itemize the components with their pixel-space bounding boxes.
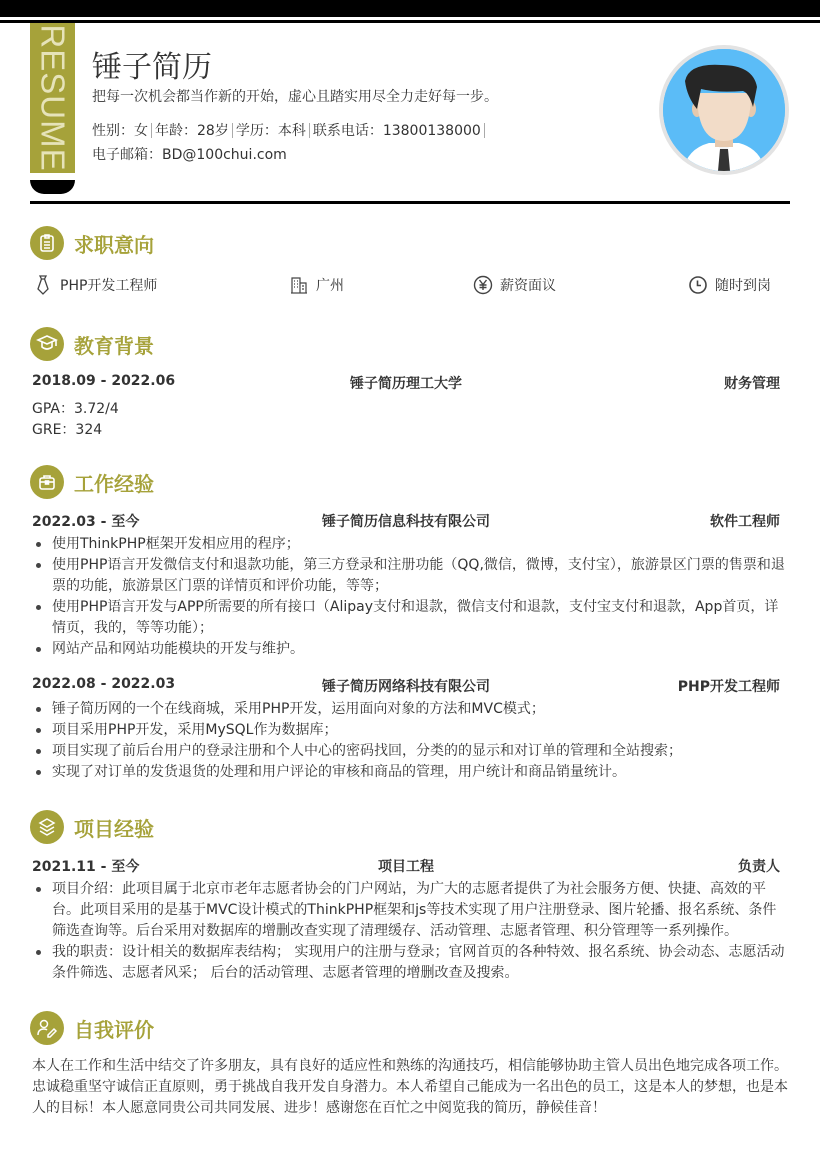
resume-motto: 把每一次机会都当作新的开始，虚心且踏实用尽全力走好每一步。 [92, 89, 498, 105]
section-title: 自我评价 [74, 1017, 154, 1042]
list-item: 实现了对订单的发货退货的处理和用户评论的审核和商品的管理，用户统计和商品销量统计。 [32, 762, 790, 783]
info-education: 学历：本科 [235, 123, 306, 139]
list-item: 项目介绍：此项目属于北京市老年志愿者协会的门户网站，为广大的志愿者提供了为社会服务方便、快捷、高效的平台。此项目采用的是基于MVC设计模式的ThinkPHP框架和js等技术实现了用户注册登录、图片轮播、报名系统、条件筛选查询等。后台采用对数据库的增删改查实现了清理缓存、活动管理、志愿者管理、积分管理等一系列操作。 [32, 879, 790, 942]
graduation-cap-icon [30, 327, 64, 361]
layers-icon [30, 810, 64, 844]
education-period: 2018.09 - 2022.06 [32, 373, 176, 389]
intent-position-text: PHP开发工程师 [60, 278, 158, 294]
project-role: 负责人 [738, 859, 780, 875]
list-item: 使用PHP语言开发微信支付和退款功能，第三方登录和注册功能（QQ,微信，微博，支付宝），旅游景区门票的售票和退票的功能，旅游景区门票的详情页和评价功能，等等； [32, 555, 790, 597]
info-separator [484, 123, 485, 138]
list-item: 项目采用PHP开发，采用MySQL作为数据库； [32, 720, 790, 741]
personal-info-row [92, 120, 488, 140]
section-header-intent [30, 226, 154, 260]
work-role: 软件工程师 [710, 514, 780, 530]
section-title: 项目经验 [74, 816, 154, 841]
list-item: 锤子简历网的一个在线商城，采用PHP开发，运用面向对象的方法和MVC模式； [32, 699, 790, 720]
work-bullets-2 [32, 699, 790, 783]
section-header-work [30, 465, 154, 499]
info-phone: 联系电话：13800138000 [312, 123, 481, 139]
education-major: 财务管理 [724, 376, 780, 392]
project-name: 项目工程 [378, 859, 434, 875]
education-gre: GRE：324 [32, 422, 103, 438]
work-bullets-1 [32, 534, 790, 660]
top-border-bar [0, 0, 820, 17]
intent-city [288, 274, 344, 296]
info-separator [309, 123, 310, 138]
project-row [32, 856, 780, 876]
intent-position [32, 274, 157, 296]
clock-icon [687, 274, 709, 296]
section-title: 工作经验 [74, 471, 154, 496]
info-separator [151, 123, 152, 138]
header-divider [30, 201, 790, 204]
info-age: 年龄：28岁 [155, 123, 229, 139]
work-row-2 [32, 676, 780, 696]
education-gpa: GPA：3.72/4 [32, 401, 119, 417]
section-header-education [30, 327, 154, 361]
info-email: 电子邮箱：BD@100chui.com [92, 147, 287, 163]
intent-availability-text: 随时到岗 [715, 278, 771, 294]
section-header-project [30, 810, 154, 844]
briefcase-icon [30, 465, 64, 499]
intent-availability [687, 274, 771, 296]
clipboard-icon [30, 226, 64, 260]
top-border-line [0, 20, 820, 23]
section-title: 求职意向 [74, 232, 154, 257]
work-period: 2022.03 - 至今 [32, 514, 140, 530]
project-period: 2021.11 - 至今 [32, 859, 140, 875]
ribbon-cap [30, 180, 75, 194]
building-icon [288, 274, 310, 296]
info-separator [232, 123, 233, 138]
resume-ribbon-label: RESUME [34, 24, 72, 172]
avatar-male-icon [663, 49, 785, 171]
list-item: 网站产品和网站功能模块的开发与维护。 [32, 639, 790, 660]
work-company: 锤子简历信息科技有限公司 [322, 514, 490, 530]
list-item: 使用ThinkPHP框架开发相应用的程序； [32, 534, 790, 555]
work-row-1 [32, 511, 780, 531]
user-edit-icon [30, 1011, 64, 1045]
work-role: PHP开发工程师 [677, 679, 780, 695]
work-period: 2022.08 - 2022.03 [32, 676, 176, 692]
yen-icon [472, 274, 494, 296]
intent-city-text: 广州 [316, 278, 344, 294]
self-evaluation-text: 本人在工作和生活中结交了许多朋友，具有良好的适应性和熟练的沟通技巧，相信能够协助主管人员出色地完成各项工作。忠诚稳重坚守诚信正直原则，勇于挑战自我开发自身潜力。本人希望自己能成为一名出色的员工，这是本人的梦想，也是本人的目标！本人愿意同贵公司共同发展、进步！感谢您在百忙之中阅览我的简历，静候佳音！ [32, 1058, 788, 1116]
section-header-self [30, 1011, 154, 1045]
intent-salary [472, 274, 556, 296]
section-title: 教育背景 [74, 333, 154, 358]
list-item: 项目实现了前后台用户的登录注册和个人中心的密码找回，分类的的显示和对订单的管理和全站搜索； [32, 741, 790, 762]
tie-icon [32, 274, 54, 296]
avatar [659, 45, 789, 175]
resume-name: 锤子简历 [92, 50, 212, 85]
info-gender: 性别：女 [92, 123, 148, 139]
list-item: 我的职责：设计相关的数据库表结构； 实现用户的注册与登录；官网首页的各种特效、报名系统、协会动态、志愿活动条件筛选、志愿者风采； 后台的活动管理、志愿者管理的增删改查及搜索。 [32, 942, 790, 984]
education-row [32, 373, 780, 393]
project-bullets [32, 879, 790, 984]
intent-salary-text: 薪资面议 [500, 278, 556, 294]
list-item: 使用PHP语言开发与APP所需要的所有接口（Alipay支付和退款，微信支付和退款，支付宝支付和退款，App首页，详情页，我的，等等功能）； [32, 597, 790, 639]
work-company: 锤子简历网络科技有限公司 [322, 679, 490, 695]
education-school: 锤子简历理工大学 [350, 376, 462, 392]
